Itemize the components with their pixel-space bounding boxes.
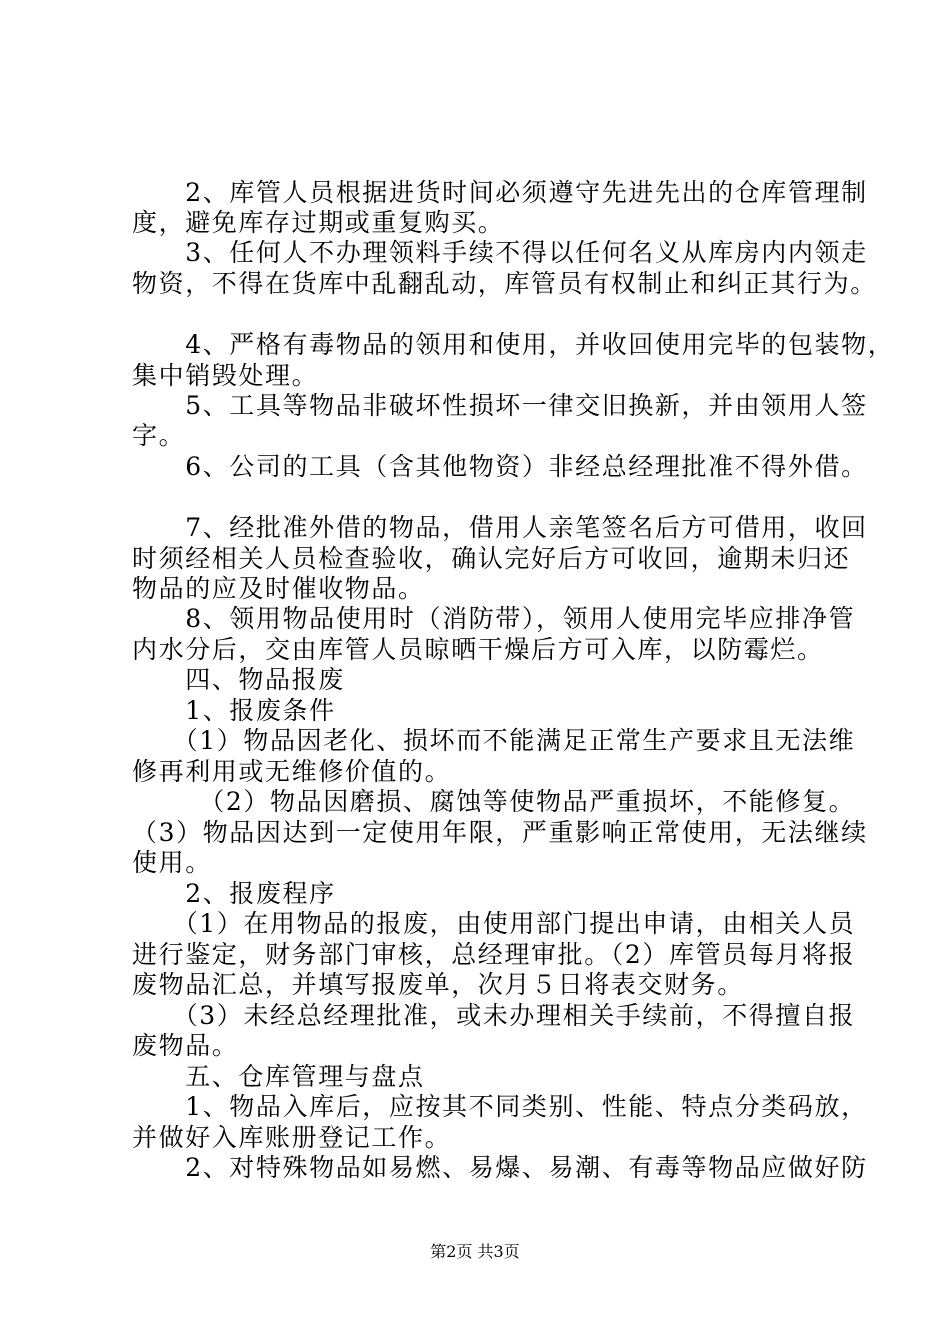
text-line: 进行鉴定，财务部门审核，总经理审批。（2）库管员每月将报 (132, 940, 856, 969)
text-line: （3）物品因达到一定使用年限，严重影响正常使用，无法继续 (132, 818, 868, 847)
text-line: 物资，不得在货库中乱翻乱动，库管员有权制止和纠正其行为。 (132, 269, 877, 298)
text-line: （2）物品因磨损、腐蚀等使物品严重损坏，不能修复。 (132, 787, 856, 816)
text-line: 并做好入库账册登记工作。 (132, 1123, 452, 1152)
text-line: 废物品。 (132, 1031, 239, 1060)
text-line: 4、严格有毒物品的领用和使用，并收回使用完毕的包装物， (132, 330, 895, 359)
text-line: 7、经批准外借的物品，借用人亲笔签名后方可借用，收回 (132, 513, 868, 542)
text-line: 时须经相关人员检查验收，确认完好后方可收回，逾期未归还 (132, 544, 851, 573)
text-line: 使用。 (132, 848, 212, 877)
text-line: 3、任何人不办理领料手续不得以任何名义从库房内内领走 (132, 238, 868, 267)
subsection-heading: 1、报废条件 (132, 696, 336, 725)
text-line: 修再利用或无维修价值的。 (132, 757, 452, 786)
text-line: （1）在用物品的报废，由使用部门提出申请，由相关人员 (132, 909, 856, 938)
text-line: 集中销毁处理。 (132, 361, 319, 390)
text-line: （1）物品因老化、损坏而不能满足正常生产要求且无法维 (132, 726, 856, 755)
text-line: 字。 (132, 421, 186, 450)
section-heading: 五、仓库管理与盘点 (132, 1062, 425, 1091)
page-number-footer: 第2页 共3页 (430, 1242, 520, 1261)
text-line: 废物品汇总，并填写报废单，次月５日将表交财务。 (132, 970, 744, 999)
text-line: 2、库管人员根据进货时间必须遵守先进先出的仓库管理制 (132, 178, 868, 207)
text-line: （3）未经总经理批准，或未办理相关手续前，不得擅自报 (132, 1001, 856, 1030)
text-line: 内水分后，交由库管人员晾晒干燥后方可入库，以防霉烂。 (132, 635, 824, 664)
text-line: 6、公司的工具（含其他物资）非经总经理批准不得外借。 (132, 452, 868, 481)
text-line: 5、工具等物品非破坏性损坏一律交旧换新，并由领用人签 (132, 391, 868, 420)
text-line: 1、物品入库后，应按其不同类别、性能、特点分类码放， (132, 1092, 868, 1121)
text-line: 2、对特殊物品如易燃、易爆、易潮、有毒等物品应做好防 (132, 1153, 868, 1182)
text-line: 度，避免库存过期或重复购买。 (132, 208, 505, 237)
text-line: 物品的应及时催收物品。 (132, 574, 425, 603)
text-line: 8、领用物品使用时（消防带），领用人使用完毕应排净管 (132, 604, 856, 633)
subsection-heading: 2、报废程序 (132, 879, 336, 908)
section-heading: 四、物品报废 (132, 665, 345, 694)
